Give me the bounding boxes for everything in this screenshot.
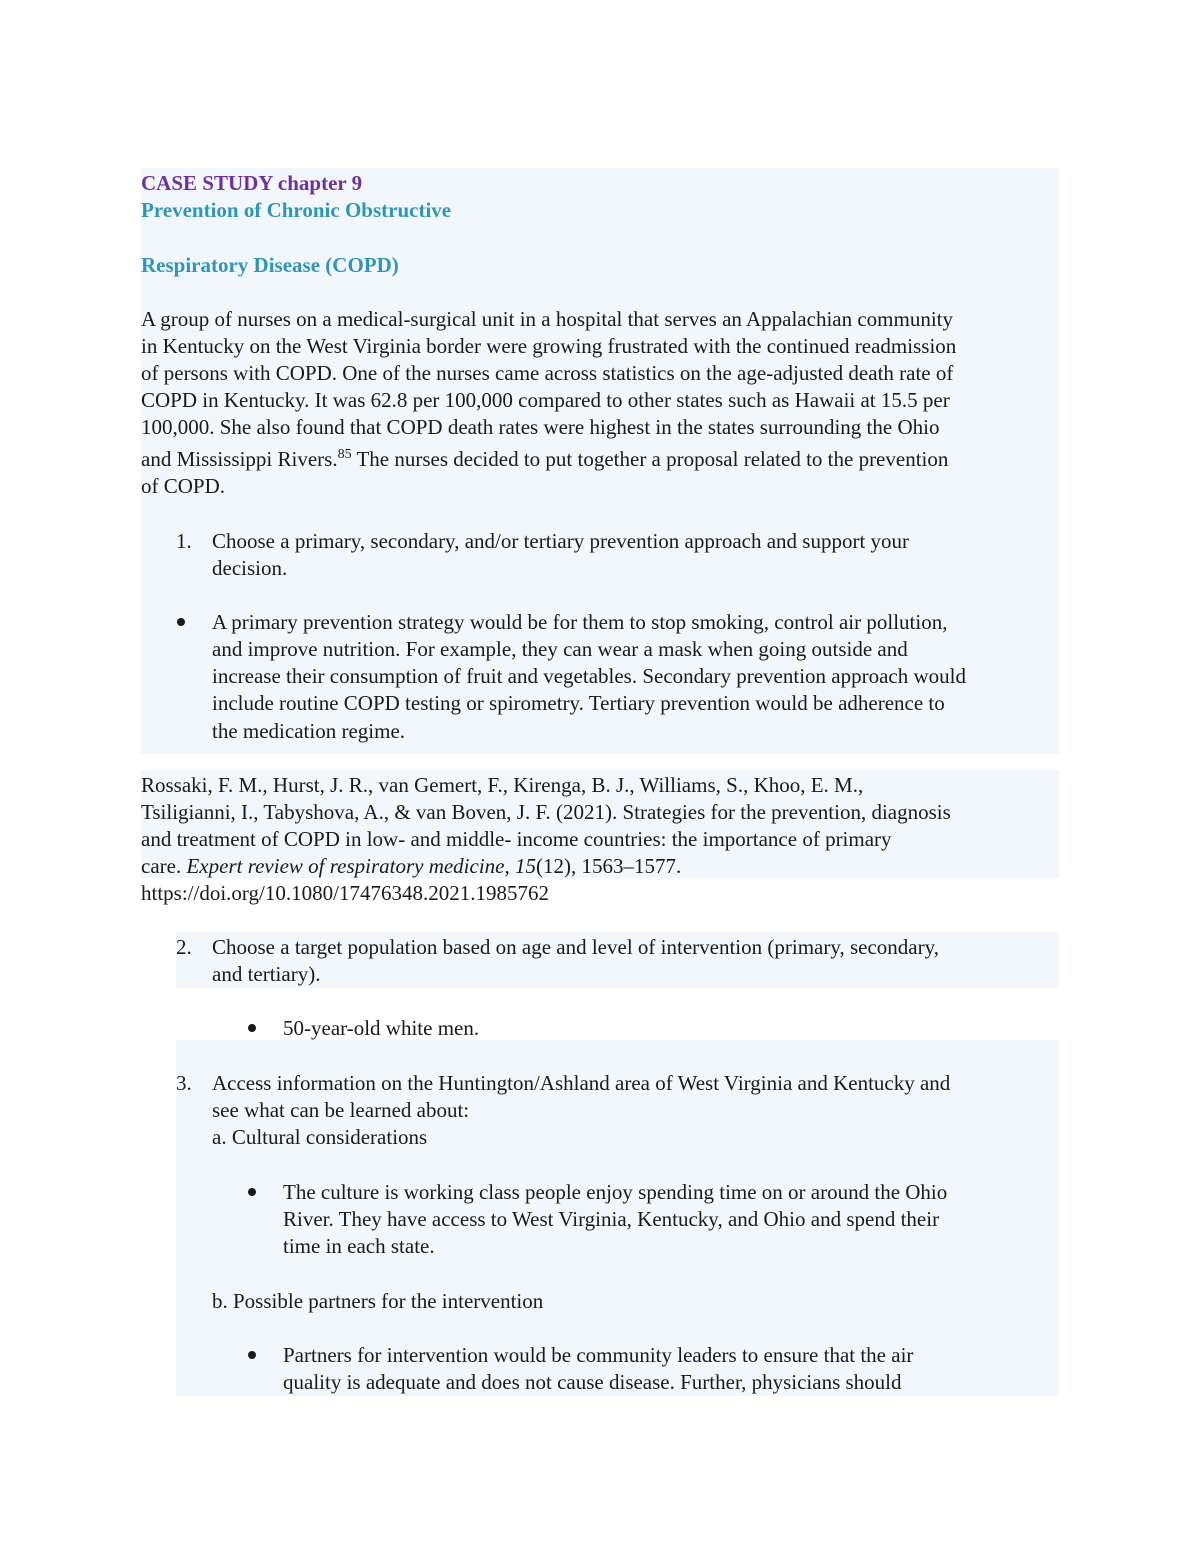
question-line: and tertiary). — [212, 962, 321, 986]
answer-line: increase their consumption of fruit and vegetables. Secondary prevention approach would — [212, 664, 967, 688]
intro-line: in Kentucky on the West Virginia border were growing frustrated with the continued readmission — [141, 334, 957, 358]
answer-line: A primary prevention strategy would be for them to stop smoking, control air pollution, — [212, 610, 948, 634]
reference-superscript: 85 — [337, 447, 352, 462]
citation-text: (12), 1563–1577. — [536, 854, 682, 878]
citation-text: care. — [141, 854, 187, 878]
answer-line: River. They have access to West Virginia, Kentucky, and Ohio and spend their — [283, 1207, 940, 1231]
citation-volume: 15 — [515, 854, 536, 878]
answer-line: The culture is working class people enjoy spending time on or around the Ohio — [283, 1180, 948, 1204]
bullet-icon — [248, 1024, 256, 1032]
citation-text: , — [504, 854, 515, 878]
citation-journal: Expert review of respiratory medicine — [186, 854, 505, 878]
intro-line-with-reference — [141, 446, 948, 473]
intro-line: COPD in Kentucky. It was 62.8 per 100,000 compared to other states such as Hawaii at 15.5 per — [141, 388, 950, 412]
citation-line — [141, 853, 681, 880]
question-number: 3. — [176, 1071, 192, 1095]
question-subitem: a. Cultural considerations — [212, 1125, 428, 1149]
bullet-icon — [177, 618, 185, 626]
answer-line: 50-year-old white men. — [283, 1016, 480, 1040]
citation-line: Rossaki, F. M., Hurst, J. R., van Gemert, F., Kirenga, B. J., Williams, S., Khoo, E. M., — [141, 773, 864, 797]
question-line: see what can be learned about: — [212, 1098, 470, 1122]
citation-line: Tsiligianni, I., Tabyshova, A., & van Boven, J. F. (2021). Strategies for the prevention, diagnosis — [141, 800, 951, 824]
question-line: Access information on the Huntington/Ashland area of West Virginia and Kentucky and — [212, 1071, 951, 1095]
intro-text: The nurses decided to put together a proposal related to the prevention — [351, 447, 949, 471]
bullet-icon — [248, 1188, 256, 1196]
intro-text: and Mississippi Rivers. — [141, 447, 338, 471]
question-subitem: b. Possible partners for the intervention — [212, 1289, 544, 1313]
intro-line: 100,000. She also found that COPD death rates were highest in the states surrounding the Ohio — [141, 415, 940, 439]
intro-line: of COPD. — [141, 474, 226, 498]
answer-line: Partners for intervention would be community leaders to ensure that the air — [283, 1343, 914, 1367]
bullet-icon — [248, 1351, 256, 1359]
intro-line: A group of nurses on a medical-surgical unit in a hospital that serves an Appalachian community — [141, 307, 954, 331]
question-line: decision. — [212, 556, 288, 580]
citation-doi-link[interactable]: https://doi.org/10.1080/17476348.2021.1985762 — [141, 881, 549, 905]
answer-line: quality is adequate and does not cause disease. Further, physicians should — [283, 1370, 902, 1394]
question-number: 2. — [176, 935, 192, 959]
answer-line: include routine COPD testing or spirometry. Tertiary prevention would be adherence to — [212, 691, 945, 715]
citation-line: and treatment of COPD in low- and middle- income countries: the importance of primary — [141, 827, 892, 851]
document-subtitle-line2: Respiratory Disease (COPD) — [141, 253, 399, 277]
question-line: Choose a primary, secondary, and/or tertiary prevention approach and support your — [212, 529, 910, 553]
document-subtitle-line1: Prevention of Chronic Obstructive — [141, 198, 452, 222]
question-number: 1. — [176, 529, 192, 553]
document-title: CASE STUDY chapter 9 — [141, 171, 363, 195]
answer-line: and improve nutrition. For example, they can wear a mask when going outside and — [212, 637, 908, 661]
question-line: Choose a target population based on age and level of intervention (primary, secondary, — [212, 935, 939, 959]
intro-line: of persons with COPD. One of the nurses came across statistics on the age-adjusted death rate of — [141, 361, 954, 385]
answer-line: the medication regime. — [212, 719, 406, 743]
answer-line: time in each state. — [283, 1234, 435, 1258]
